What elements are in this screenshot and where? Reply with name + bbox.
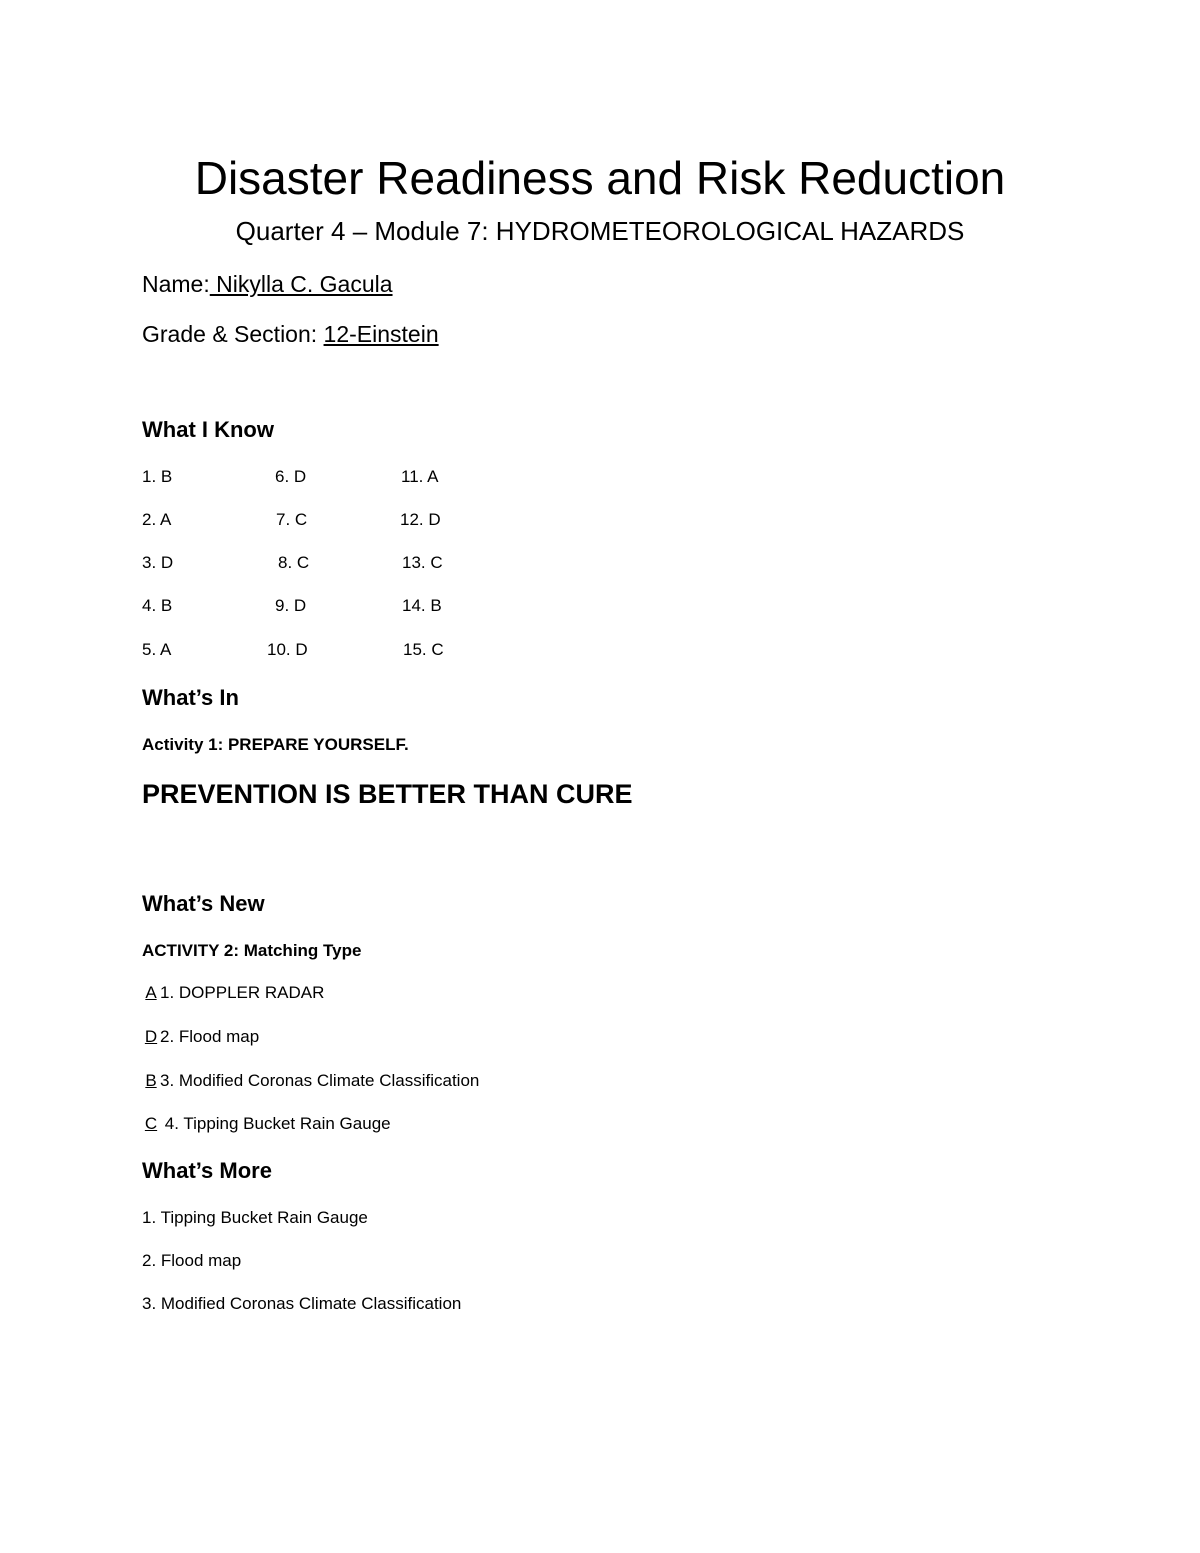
answer-item: 8. C	[278, 553, 310, 572]
whats-in-activity: Activity 1: PREPARE YOURSELF.	[142, 735, 409, 754]
matching-answer: C	[144, 1114, 158, 1133]
whats-more-item: 2. Flood map	[142, 1251, 242, 1270]
answer-item: 10. D	[267, 640, 308, 659]
document-subtitle: Quarter 4 – Module 7: HYDROMETEOROLOGICAL HAZARDS	[235, 216, 965, 246]
name-value: Nikylla C. Gacula	[209, 271, 393, 297]
matching-answer: B	[145, 1071, 157, 1090]
answer-item: 2. A	[142, 510, 172, 529]
answer-item: 6. D	[275, 467, 307, 486]
matching-answer: A	[145, 983, 157, 1002]
matching-text: 2. Flood map	[160, 1027, 260, 1046]
matching-text: 1. DOPPLER RADAR	[160, 983, 325, 1002]
answer-item: 13. C	[402, 553, 443, 572]
answer-item: 1. B	[142, 467, 173, 486]
document-title: Disaster Readiness and Risk Reduction	[194, 152, 1006, 204]
matching-item	[142, 982, 324, 1004]
whats-new-heading: What’s New	[142, 891, 265, 916]
matching-item	[142, 1113, 391, 1135]
what-i-know-heading: What I Know	[142, 417, 274, 442]
answer-item: 7. C	[276, 510, 308, 529]
matching-item	[142, 1026, 259, 1048]
answer-item: 15. C	[403, 640, 444, 659]
grade-section-label: Grade & Section:	[142, 321, 318, 347]
matching-text: 3. Modified Coronas Climate Classification	[160, 1071, 480, 1090]
answer-item: 14. B	[402, 596, 442, 615]
matching-text: 4. Tipping Bucket Rain Gauge	[164, 1114, 391, 1133]
answer-item: 3. D	[142, 553, 174, 572]
grade-section-line	[142, 319, 439, 349]
answer-item: 4. B	[142, 596, 173, 615]
grade-section-value: 12-Einstein	[323, 321, 439, 347]
answer-item: 9. D	[275, 596, 307, 615]
answer-item: 12. D	[400, 510, 441, 529]
answer-item: 11. A	[401, 467, 439, 486]
whats-new-activity: ACTIVITY 2: Matching Type	[142, 941, 362, 960]
matching-answer: D	[144, 1027, 158, 1046]
name-label: Name:	[142, 271, 210, 297]
whats-in-answer: PREVENTION IS BETTER THAN CURE	[142, 779, 633, 809]
whats-more-item: 1. Tipping Bucket Rain Gauge	[142, 1208, 368, 1227]
whats-more-item: 3. Modified Coronas Climate Classification	[142, 1294, 462, 1313]
answer-item: 5. A	[142, 640, 172, 659]
whats-more-heading: What’s More	[142, 1158, 272, 1183]
matching-item	[142, 1070, 479, 1092]
name-line	[142, 269, 393, 299]
whats-in-heading: What’s In	[142, 685, 239, 710]
